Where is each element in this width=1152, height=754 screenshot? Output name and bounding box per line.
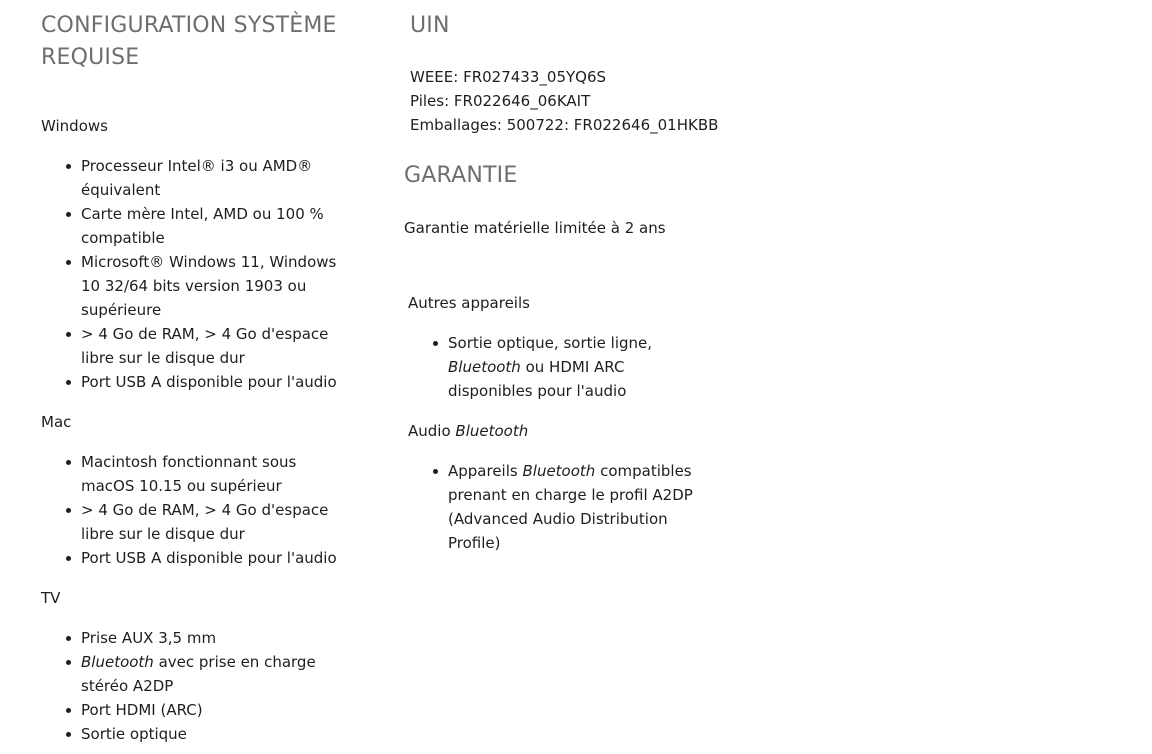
list-item: Carte mère Intel, AMD ou 100 % compatible	[81, 202, 401, 250]
other-devices-label: Autres appareils	[408, 294, 530, 312]
list-item: Bluetooth avec prise en charge stéréo A2DP	[81, 650, 401, 698]
heading-line-1: CONFIGURATION SYSTÈME	[41, 13, 337, 38]
list-item: Port HDMI (ARC)	[81, 698, 401, 722]
tv-label: TV	[41, 589, 61, 607]
bluetooth-audio-list	[408, 459, 768, 555]
weee-code: WEEE: FR027433_05YQ6S	[410, 68, 607, 86]
batteries-code: Piles: FR022646_06KAIT	[410, 92, 591, 110]
list-item: Port USB A disponible pour l'audio	[81, 546, 401, 570]
list-item: Port USB A disponible pour l'audio	[81, 370, 401, 394]
list-item: Macintosh fonctionnant sous macOS 10.15 ou supérieur	[81, 450, 401, 498]
list-item: Sortie optique	[81, 722, 401, 746]
heading-line-2: REQUISE	[41, 45, 140, 70]
list-item: Microsoft® Windows 11, Windows 10 32/64 bits version 1903 ou supérieure	[81, 250, 401, 322]
system-requirements-heading	[41, 10, 371, 74]
list-item: > 4 Go de RAM, > 4 Go d'espace libre sur le disque dur	[81, 498, 401, 546]
uin-heading: UIN	[410, 13, 450, 38]
uin-codes	[410, 65, 770, 137]
windows-requirements-list	[41, 154, 401, 394]
list-item: Appareils Bluetooth compatibles prenant en charge le profil A2DP (Advanced Audio Distribution Profile)	[448, 459, 768, 555]
mac-label: Mac	[41, 413, 72, 431]
warranty-heading: GARANTIE	[404, 163, 518, 188]
bluetooth-audio-label: Audio Bluetooth	[408, 422, 529, 440]
list-item: > 4 Go de RAM, > 4 Go d'espace libre sur le disque dur	[81, 322, 401, 370]
packaging-code: Emballages: 500722: FR022646_01HKBB	[410, 116, 719, 134]
windows-label: Windows	[41, 117, 108, 135]
list-item: Sortie optique, sortie ligne, Bluetooth ou HDMI ARC disponibles pour l'audio	[448, 331, 768, 403]
mac-requirements-list	[41, 450, 401, 570]
warranty-text: Garantie matérielle limitée à 2 ans	[404, 219, 666, 237]
list-item: Processeur Intel® i3 ou AMD® équivalent	[81, 154, 401, 202]
tv-requirements-list	[41, 626, 401, 746]
list-item: Prise AUX 3,5 mm	[81, 626, 401, 650]
other-devices-list	[408, 331, 768, 403]
